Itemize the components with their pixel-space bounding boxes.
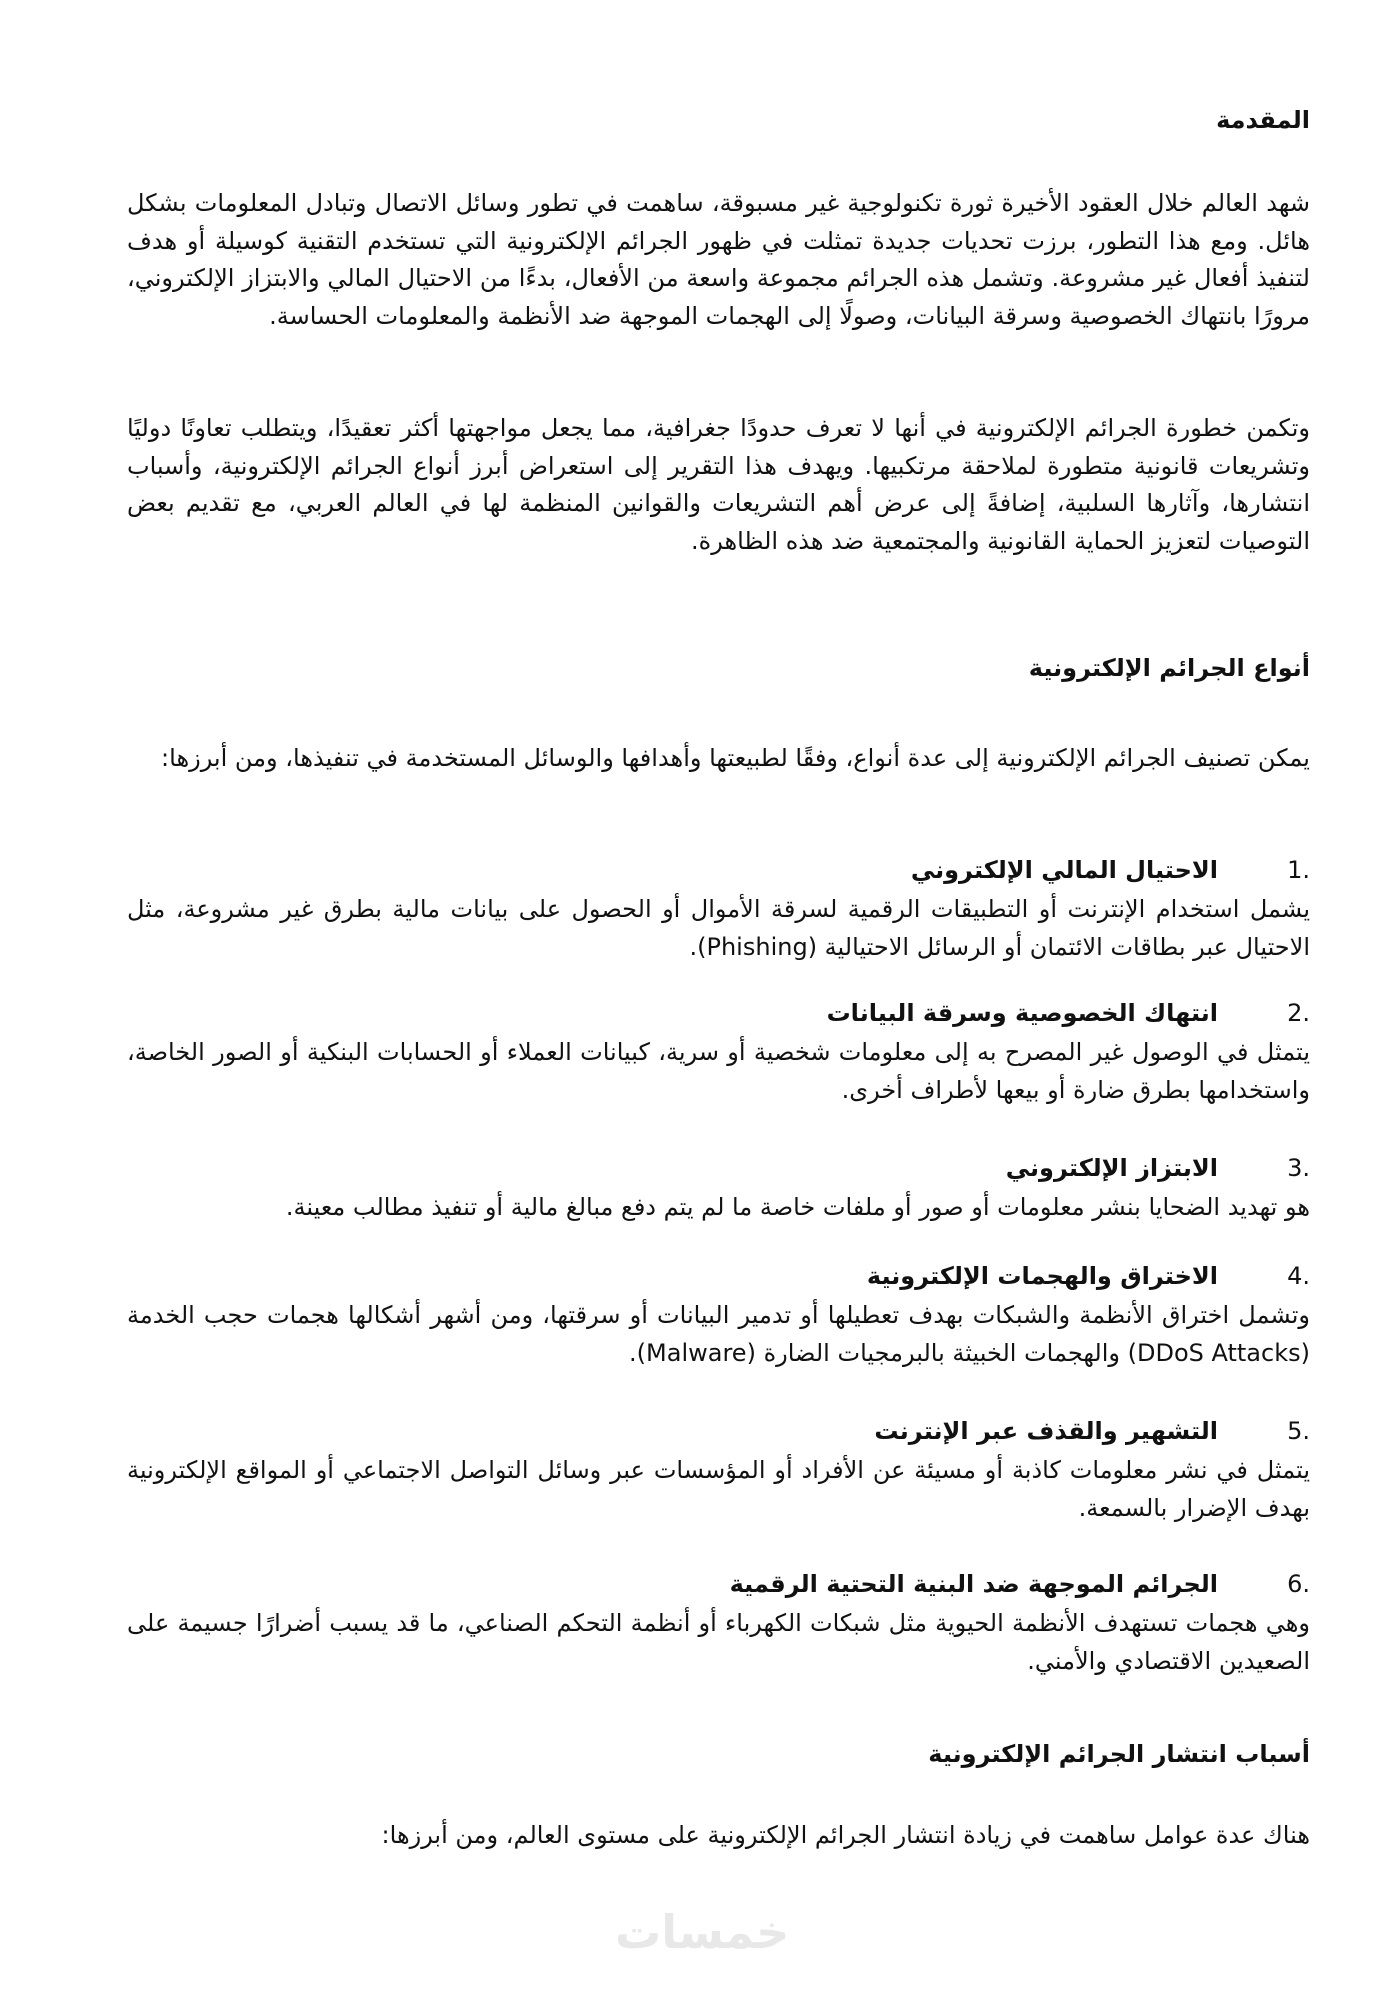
type-item-title-1 (127, 852, 1310, 888)
item-title: الاختراق والهجمات الإلكترونية (866, 1262, 1218, 1290)
item-title: التشهير والقذف عبر الإنترنت (874, 1417, 1218, 1445)
intro-paragraph-2: وتكمن خطورة الجرائم الإلكترونية في أنها لا تعرف حدودًا جغرافية، مما يجعل مواجهتها أكثر تعقيدًا، ويتطلب تعاونًا دوليًا وتشريعات قانونية متطورة لملاحقة مرتكبيها. ويهدف هذا التقرير إلى استعراض أبرز أنواع الجرائم الإلكترونية، وأسباب انتشارها، وآثارها السلبية، إضافةً إلى عرض أهم التشريعات والقوانين المنظمة لها في العالم العربي، مع تقديم بعض التوصيات لتعزيز الحماية القانونية والمجتمعية ضد هذه الظاهرة. (127, 414, 1310, 555)
type-item-body-6: وهي هجمات تستهدف الأنظمة الحيوية مثل شبكات الكهرباء أو أنظمة التحكم الصناعي، ما قد يسبب أضرارًا جسيمة على الصعيدين الاقتصادي والأمني. (127, 1609, 1310, 1675)
intro-paragraph-1: شهد العالم خلال العقود الأخيرة ثورة تكنولوجية غير مسبوقة، ساهمت في تطور وسائل الاتصال وتبادل المعلومات بشكل هائل. ومع هذا التطور، برزت تحديات جديدة تمثلت في ظهور الجرائم الإلكترونية التي تستخدم التقنية كوسيلة أو هدف لتنفيذ أفعال غير مشروعة. وتشمل هذه الجرائم مجموعة واسعة من الأفعال، بدءًا من الاحتيال المالي والابتزاز الإلكتروني، مرورًا بانتهاك الخصوصية وسرقة البيانات، وصولًا إلى الهجمات الموجهة ضد الأنظمة والمعلومات الحساسة. (127, 189, 1310, 330)
type-item-title-6 (127, 1566, 1310, 1602)
item-title: انتهاك الخصوصية وسرقة البيانات (826, 999, 1218, 1027)
item-title: الابتزاز الإلكتروني (1005, 1154, 1218, 1182)
item-number: 6. (1287, 1570, 1310, 1598)
item-number: 4. (1287, 1262, 1310, 1290)
causes-heading: أسباب انتشار الجرائم الإلكترونية (928, 1740, 1310, 1768)
item-number: 2. (1287, 999, 1310, 1027)
item-number: 3. (1287, 1154, 1310, 1182)
item-title: الجرائم الموجهة ضد البنية التحتية الرقمية (729, 1570, 1218, 1598)
type-item-title-4 (127, 1258, 1310, 1294)
intro-heading: المقدمة (1216, 106, 1310, 134)
type-item-body-2: يتمثل في الوصول غير المصرح به إلى معلومات شخصية أو سرية، كبيانات العملاء أو الحسابات البنكية أو الصور الخاصة، واستخدامها بطرق ضارة أو بيعها لأطراف أخرى. (127, 1038, 1310, 1104)
type-item-body-1: يشمل استخدام الإنترنت أو التطبيقات الرقمية لسرقة الأموال أو الحصول على بيانات مالية بطرق غير مشروعة، مثل الاحتيال عبر بطاقات الائتمان أو الرسائل الاحتيالية (Phishing). (127, 895, 1310, 961)
watermark-logo: خمسات (615, 1905, 790, 1959)
type-item-body-4: وتشمل اختراق الأنظمة والشبكات بهدف تعطيلها أو تدمير البيانات أو سرقتها، ومن أشهر أشكالها هجمات حجب الخدمة (DDoS Attacks) والهجمات الخبيثة بالبرمجيات الضارة (Malware). (127, 1301, 1310, 1367)
types-intro: يمكن تصنيف الجرائم الإلكترونية إلى عدة أنواع، وفقًا لطبيعتها وأهدافها والوسائل المستخدمة في تنفيذها، ومن أبرزها: (161, 744, 1310, 772)
types-heading: أنواع الجرائم الإلكترونية (1028, 654, 1310, 682)
item-number: 5. (1287, 1417, 1310, 1445)
item-number: 1. (1287, 856, 1310, 884)
type-item-title-2 (127, 995, 1310, 1031)
type-item-body-3: هو تهديد الضحايا بنشر معلومات أو صور أو ملفات خاصة ما لم يتم دفع مبالغ مالية أو تنفيذ مطالب معينة. (285, 1193, 1310, 1221)
item-title: الاحتيال المالي الإلكتروني (910, 856, 1218, 884)
type-item-title-3 (127, 1150, 1310, 1186)
type-item-body-5: يتمثل في نشر معلومات كاذبة أو مسيئة عن الأفراد أو المؤسسات عبر وسائل التواصل الاجتماعي أو المواقع الإلكترونية بهدف الإضرار بالسمعة. (127, 1456, 1310, 1522)
causes-intro: هناك عدة عوامل ساهمت في زيادة انتشار الجرائم الإلكترونية على مستوى العالم، ومن أبرزها: (381, 1821, 1310, 1849)
type-item-title-5 (127, 1413, 1310, 1449)
